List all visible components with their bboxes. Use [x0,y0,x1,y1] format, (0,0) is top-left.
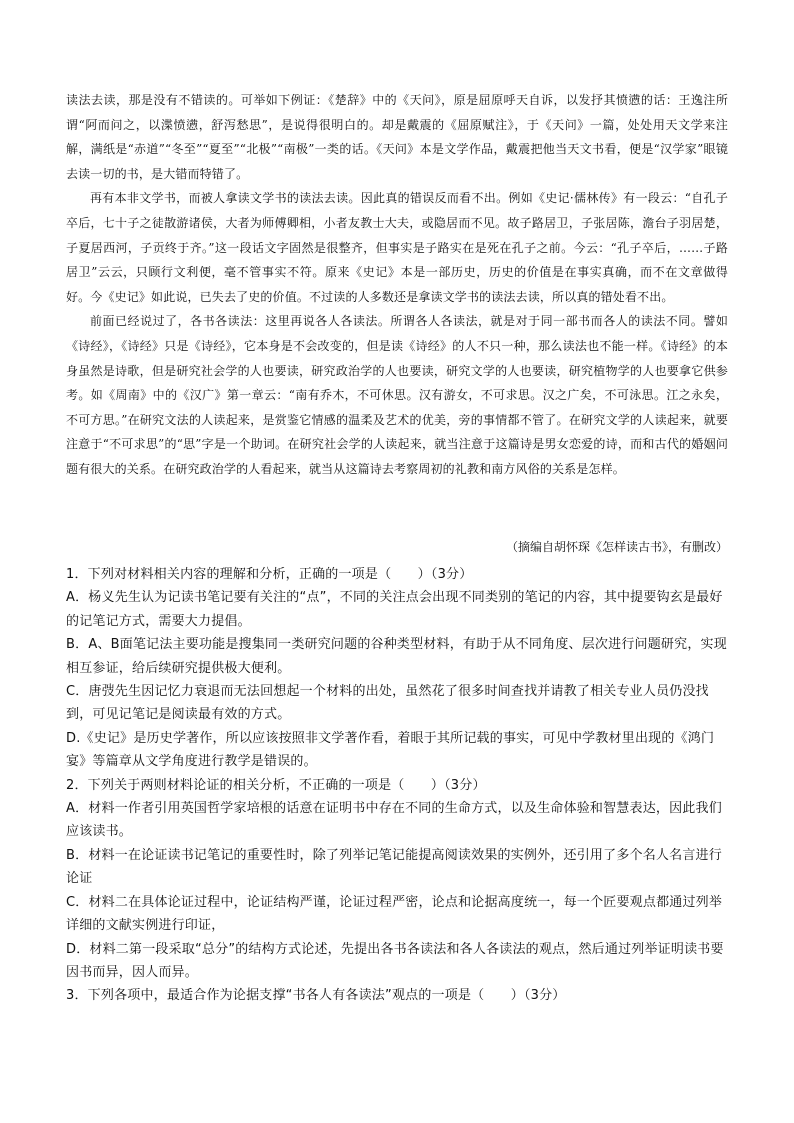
question-2-option-d: D．材料二第一段采取“总分”的结构方式论述，先提出各书各读法和各人各读法的观点，然后通过列举证明读书要因书而异，因人而异。 [66,941,724,980]
question-1-option-c: C．唐弢先生因记忆力衰退而无法回想起一个材料的出处，虽然花了很多时间查找并请教了相关专业人员仍没找到，可见记笔记是阅读最有效的方式。 [66,684,709,723]
question-2-option-a: A．材料一作者引用英国哲学家培根的话意在证明书中存在不同的生命方式，以及生命体验和智慧表达，因此我们应该读书。 [66,801,722,840]
question-2: 2．下列关于两则材料论证的相关分析，不正确的一项是（ ）（3分） [66,777,486,793]
passage-paragraph-2: 再有本非文学书，而被人拿读文学书的读法去读。因此真的错误反而看不出。例如《史记·儒林传》有一段云：“自孔子卒后，七十子之徒散游诸侯，大者为师傅卿相，小者友教士大夫，或隐居而不见。故子路居卫，子张居陈，澹台子羽居楚，子夏居西河，子贡终于齐。”这一段话文字固然是很整齐，但事实是子路实在是死在孔子之前。今云：“孔子卒后，……子路居卫”云云，只顾行文利便，毫不管事实不符。原来《史记》本是一部历史，历史的价值是在事实真确，而不在文章做得好。今《史记》如此说，已失去了史的价值。不过读的人多数还是拿读文学书的读法去读，所以真的错处看不出。 [66,191,728,304]
question-2-option-b: B．材料一在论证读书记笔记的重要性时，除了列举记笔记能提高阅读效果的实例外，还引用了多个名人名言进行论证 [66,847,722,887]
passage-paragraph-3: 前面已经说过了，各书各读法：这里再说各人各读法。所谓各人各读法，就是对于同一部书而各人的读法不同。譬如《诗经》，《诗经》只是《诗经》，它本身是不会改变的，但是读《诗经》的人不只一种，那么读法也不能一样。《诗经》的本身虽然是诗歌，但是研究社会学的人也要读，研究政治学的人也要读，研究文学的人也要读，研究植物学的人也要拿它供参考。如《周南》中的《汉广》第一章云：“南有乔木，不可休思。汉有游女，不可求思。汉之广矣，不可泳思。江之永矣，不可方思。”在研究文法的人读起来，是赏鉴它情感的温柔及艺术的优美，旁的事情都不管了。在研究文学的人读起来，就要注意于“不可求思”的“思”字是一个助词。在研究社会学的人读起来，就当注意于这篇诗是男女恋爱的诗，而和古代的婚姻问题有很大的关系。在研究政治学的人看起来，就当从这篇诗去考察周初的礼教和南方风俗的关系是怎样。 [66,314,728,476]
question-1-option-b: B．A、B面笔记法主要功能是搜集同一类研究问题的谷种类型材料，有助于从不同角度、层次进行问题研究，实现相互参证，给后续研究提供极大便利。 [66,637,727,676]
question-1-option-d: D.《史记》是历史学著作，所以应该按照非文学著作看，着眼于其所记载的事实，可见中学教材里出现的《鸿门宴》等篇章从文学角度进行教学是错误的。 [66,730,715,770]
question-1: 1．下列对材料相关内容的理解和分析，正确的一项是（ ）（3分） [66,567,473,582]
passage-source: （摘编自胡怀琛《怎样读古书》，有删改） [505,540,728,554]
question-2-option-c: C．材料二在具体论证过程中，论证结构严谨，论证过程严密，论点和论据高度统一，每一个匠要观点都通过列举详细的文献实例进行印证， [66,894,723,934]
question-3: 3．下列各项中，最适合作为论据支撑“书各人有各读法”观点的一项是（ ）（3分） [66,988,566,1004]
questions-section [66,563,728,1008]
passage-paragraph-1: 读法去读，那是没有不错读的。可举如下例证：《楚辞》中的《天问》，原是屈原呼天自诉，以发抒其愤懑的话：王逸注所谓“阿而问之，以渫愤懑，舒泻愁思”，是说得很明白的。却是戴震的《屈原赋注》，于《天问》一篇，处处用天文学来注解，满纸是“赤道”“冬至”“夏至”“北极”“南极”一类的话。《天问》本是文学作品，戴震把他当天文书看，便是“汉学家”眼镜去读一切的书，是大错而特错了。 [66,93,728,181]
reading-passage [66,88,728,482]
question-1-option-a: A．杨义先生认为记读书笔记要有关注的“点”，不同的关注点会出现不同类别的笔记的内容，其中提要钩玄是最好的记笔记方式，需要大力提倡。 [66,590,723,629]
